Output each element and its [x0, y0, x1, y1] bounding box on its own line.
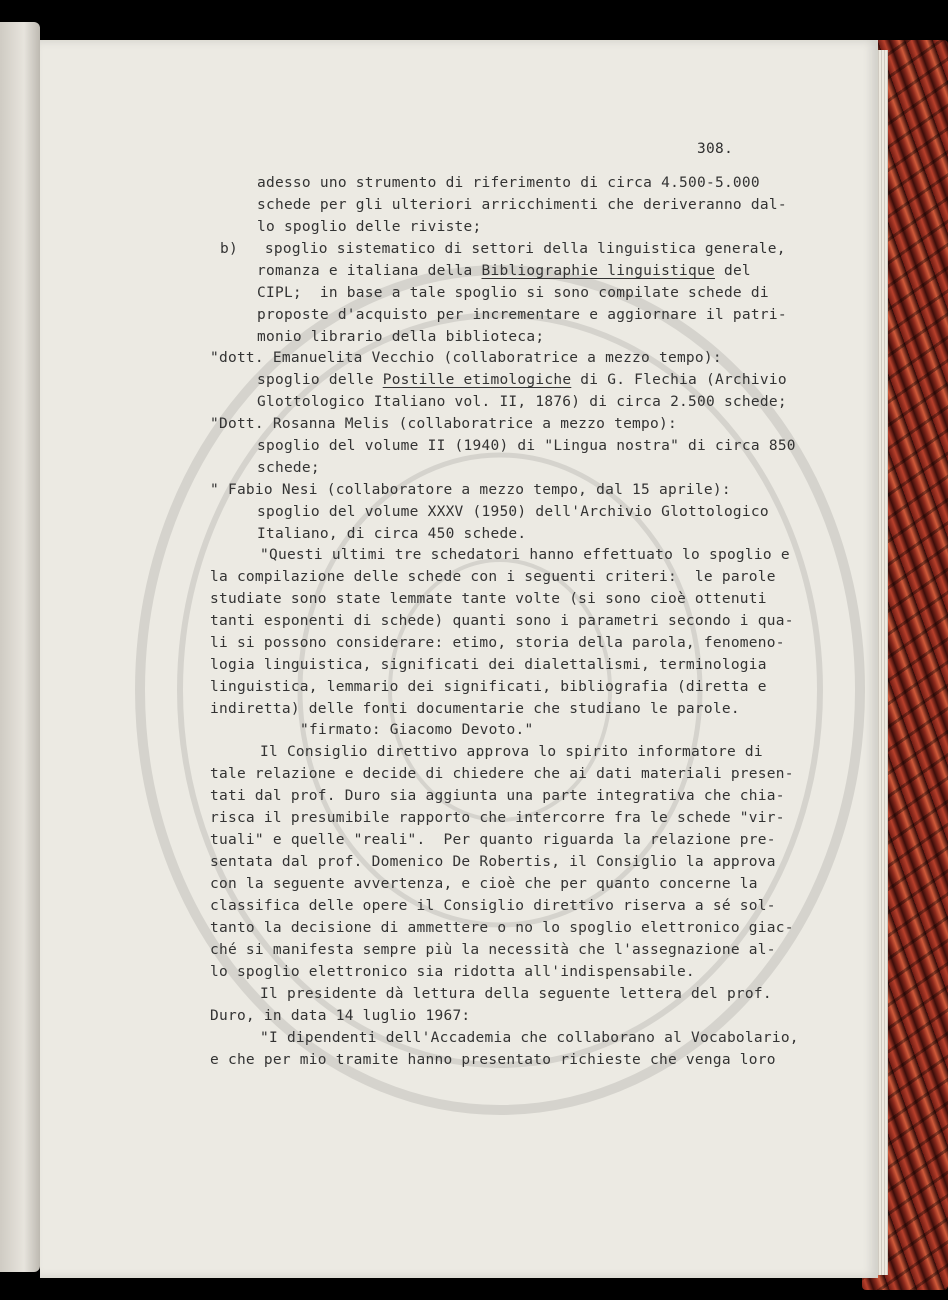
text-line: tale relazione e decide di chiedere che ai dati materiali presen-	[210, 766, 794, 782]
text-line: spoglio del volume II (1940) di "Lingua nostra" di circa 850	[257, 438, 796, 454]
text-line: li si possono considerare: etimo, storia della parola, fenomeno-	[210, 635, 785, 651]
text-line: "Questi ultimi tre schedatori hanno effettuato lo spoglio e	[260, 547, 790, 563]
text-segment: romanza e italiana della	[257, 263, 482, 279]
text-line: b) spoglio sistematico di settori della linguistica generale,	[220, 241, 786, 257]
text-line: Duro, in data 14 luglio 1967:	[210, 1008, 471, 1024]
text-line: schede;	[257, 460, 320, 476]
text-segment: del	[714, 263, 751, 279]
text-line: tanto la decisione di ammettere o no lo spoglio elettronico giac-	[210, 920, 794, 936]
text-line: Il presidente dà lettura della seguente lettera del prof.	[260, 986, 772, 1002]
text-line: lo spoglio delle riviste;	[257, 219, 482, 235]
text-line	[257, 261, 751, 282]
text-line: Italiano, di circa 450 schede.	[257, 526, 527, 542]
text-line: logia linguistica, significati dei dialettalismi, terminologia	[210, 657, 767, 673]
text-line: la compilazione delle schede con i seguenti criteri: le parole	[210, 569, 776, 585]
text-line: schede per gli ulteriori arricchimenti che deriveranno dal-	[257, 197, 787, 213]
text-line: " Fabio Nesi (collaboratore a mezzo tempo, dal 15 aprile):	[210, 482, 731, 498]
text-line: tuali" e quelle "reali". Per quanto riguarda la relazione pre-	[210, 832, 776, 848]
text-line: con la seguente avvertenza, e cioè che per quanto concerne la	[210, 876, 758, 892]
text-line: spoglio del volume XXXV (1950) dell'Archivio Glottologico	[257, 504, 769, 520]
text-line: e che per mio tramite hanno presentato richieste che venga loro	[210, 1052, 776, 1068]
text-line: ché si manifesta sempre più la necessità che l'assegnazione al-	[210, 942, 776, 958]
page-number: 308.	[697, 141, 734, 157]
text-line: tati dal prof. Duro sia aggiunta una parte integrativa che chia-	[210, 788, 785, 804]
document-page	[40, 40, 878, 1278]
text-line: risca il presumibile rapporto che intercorre fra le schede "vir-	[210, 810, 785, 826]
text-line: adesso uno strumento di riferimento di circa 4.500-5.000	[257, 175, 760, 191]
text-line: Il Consiglio direttivo approva lo spirito informatore di	[260, 744, 763, 760]
text-segment: spoglio delle	[257, 372, 383, 388]
underlined-title: Postille etimologiche	[382, 372, 572, 388]
text-line: sentata dal prof. Domenico De Robertis, il Consiglio la approva	[210, 854, 776, 870]
text-line: studiate sono state lemmate tante volte (si sono cioè ottenuti	[210, 591, 767, 607]
text-line: "Dott. Rosanna Melis (collaboratrice a mezzo tempo):	[210, 416, 677, 432]
text-line: lo spoglio elettronico sia ridotta all'indispensabile.	[210, 964, 695, 980]
text-line: proposte d'acquisto per incrementare e aggiornare il patri-	[257, 307, 787, 323]
left-page-edge	[0, 22, 40, 1272]
text-line: tanti esponenti di schede) quanti sono i parametri secondo i qua-	[210, 613, 794, 629]
text-line: monio librario della biblioteca;	[257, 329, 545, 345]
text-line: classifica delle opere il Consiglio direttivo riserva a sé sol-	[210, 898, 776, 914]
text-line	[257, 370, 787, 391]
text-line: "I dipendenti dell'Accademia che collaborano al Vocabolario,	[260, 1030, 799, 1046]
text-line: "dott. Emanuelita Vecchio (collaboratrice a mezzo tempo):	[210, 350, 722, 366]
underlined-title: Bibliographie linguistique	[481, 263, 715, 279]
text-line: indiretta) delle fonti documentarie che studiano le parole.	[210, 701, 740, 717]
text-line: CIPL; in base a tale spoglio si sono compilate schede di	[257, 285, 769, 301]
text-line: "firmato: Giacomo Devoto."	[300, 722, 534, 738]
text-segment: di G. Flechia (Archivio	[571, 372, 787, 388]
text-line: Glottologico Italiano vol. II, 1876) di circa 2.500 schede;	[257, 394, 787, 410]
text-line: linguistica, lemmario dei significati, bibliografia (diretta e	[210, 679, 767, 695]
